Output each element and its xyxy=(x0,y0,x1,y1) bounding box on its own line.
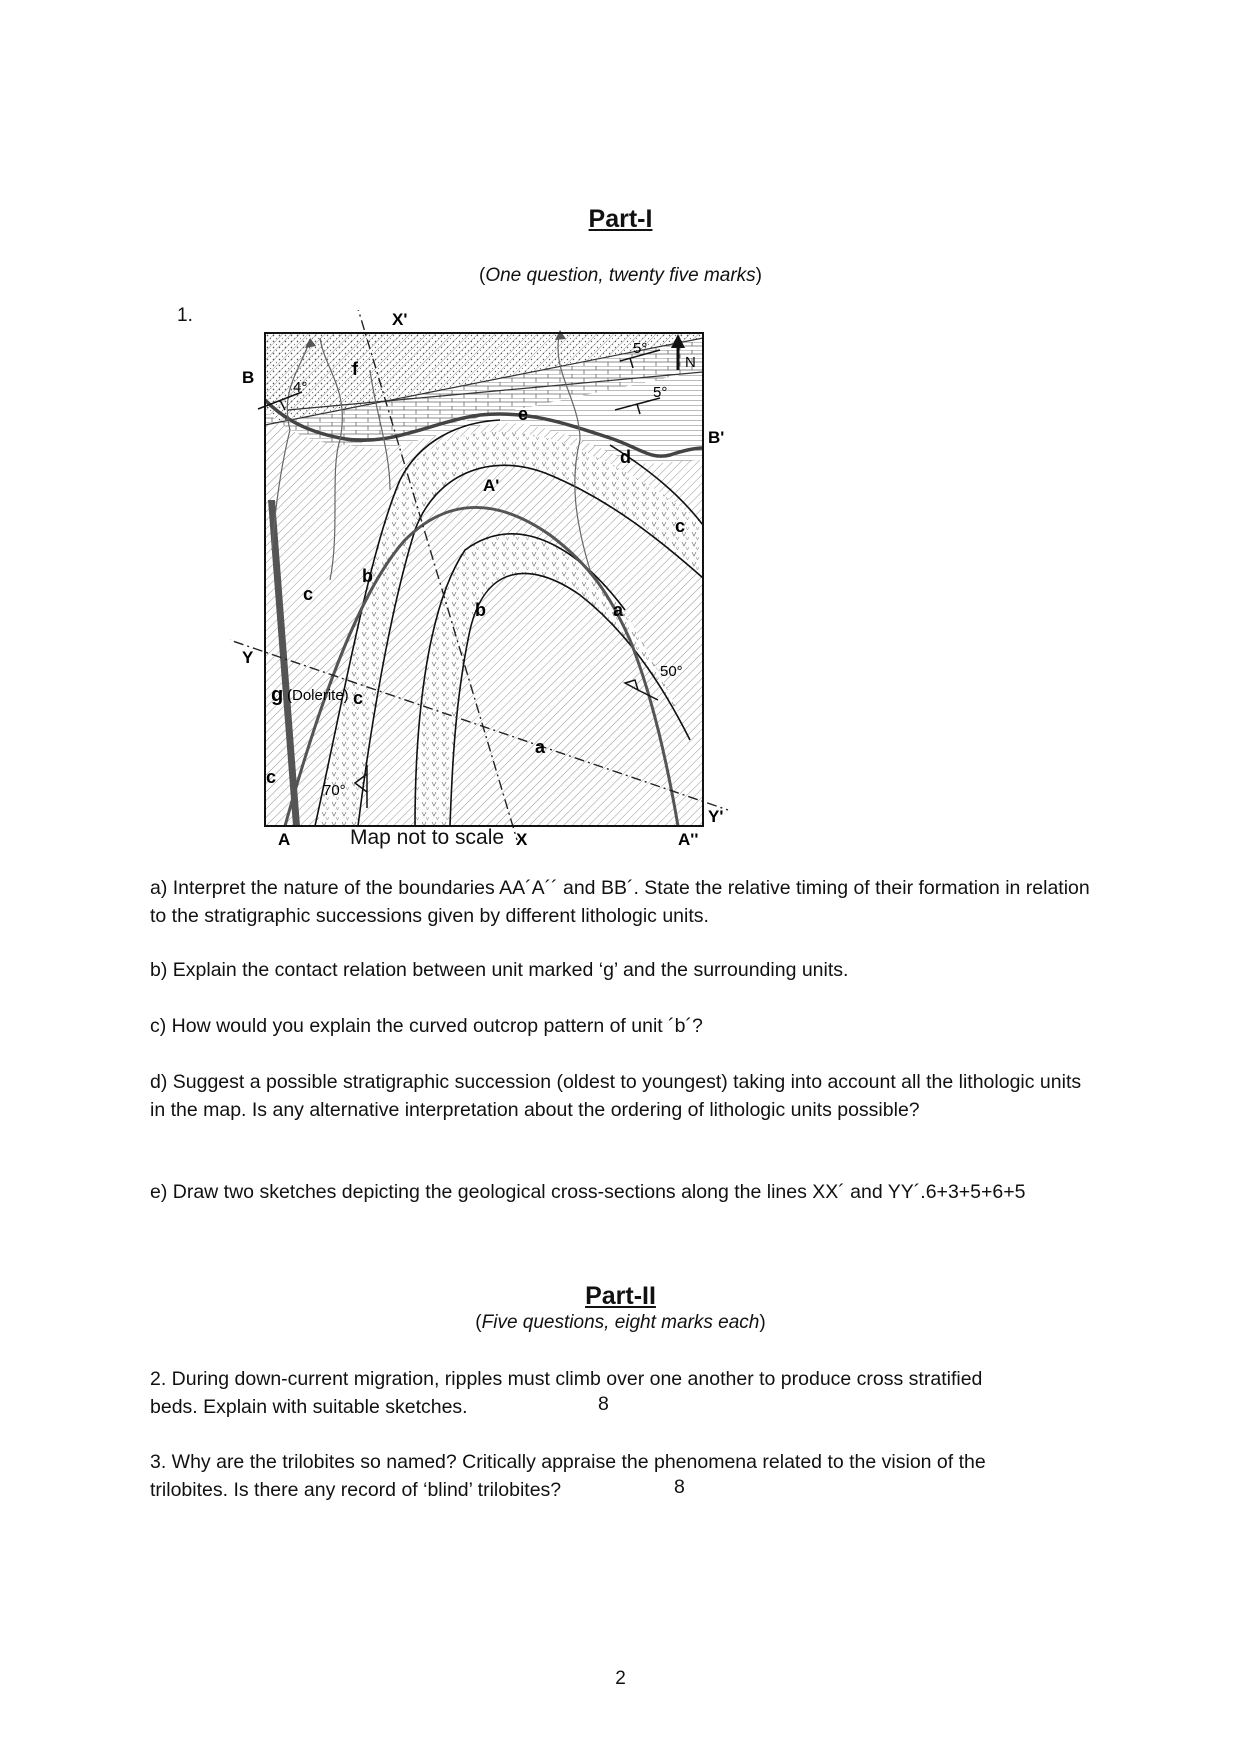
question-1a: a) Interpret the nature of the boundaries AA´A´´ and BB´. State the relative timing of their formation in relation to the stratigraphic successions given by different lithologic units. xyxy=(150,877,1090,927)
label-a-double: A'' xyxy=(678,830,699,849)
label-dip-50: 50° xyxy=(660,663,683,680)
label-dip-5b: 5° xyxy=(653,384,668,401)
question-1e: e) Draw two sketches depicting the geological cross-sections along the lines XX´ and YY´.6+3+5+6+5 xyxy=(150,1181,1026,1203)
label-unit-f: f xyxy=(352,359,358,379)
label-x-bottom: X xyxy=(516,830,528,849)
question-2-marks: 8 xyxy=(598,1393,609,1415)
label-unit-d: d xyxy=(620,447,631,467)
part2-title: Part-II xyxy=(585,1282,656,1310)
label-north: N xyxy=(685,354,696,371)
question-3-line1: 3. Why are the trilobites so named? Critically appraise the phenomena related to the vision of the xyxy=(150,1451,986,1473)
geological-map xyxy=(230,310,790,850)
label-unit-c3: c xyxy=(353,688,364,708)
map-caption: Map not to scale xyxy=(350,826,505,849)
label-unit-g: g xyxy=(271,684,284,706)
label-unit-a1: a xyxy=(613,600,624,620)
label-dip-5a: 5° xyxy=(633,340,648,357)
label-dolerite: (Dolerite) xyxy=(287,687,349,704)
question-1b: b) Explain the contact relation between unit marked ‘g’ and the surrounding units. xyxy=(150,959,849,981)
page-number: 2 xyxy=(615,1668,626,1689)
label-a-prime: A' xyxy=(483,476,500,495)
part1-subtitle: (One question, twenty five marks) xyxy=(479,265,762,286)
label-y-left: Y xyxy=(242,648,254,667)
label-b-left: B xyxy=(242,368,255,387)
label-unit-b2: b xyxy=(475,600,486,620)
label-unit-c2: c xyxy=(675,516,686,536)
label-unit-c4: c xyxy=(266,767,277,787)
question-1d: d) Suggest a possible stratigraphic succession (oldest to youngest) taking into account all the lithologic units in the map. Is any alternative interpretation about the ordering of lithologic units possible? xyxy=(150,1071,1082,1121)
part2-subtitle: (Five questions, eight marks each) xyxy=(475,1312,766,1333)
label-dip-4: 4° xyxy=(293,379,308,396)
label-dip-70: 70° xyxy=(323,782,346,799)
label-x-top: X' xyxy=(392,310,408,329)
label-unit-c1: c xyxy=(303,584,314,604)
label-a-bottom: A xyxy=(278,830,291,849)
label-y-right: Y' xyxy=(708,807,724,826)
label-unit-e: e xyxy=(518,404,529,424)
label-unit-b1: b xyxy=(362,566,373,586)
part1-title: Part-I xyxy=(588,205,653,233)
question-3-line2: trilobites. Is there any record of ‘blind’ trilobites? xyxy=(150,1479,562,1501)
question-2-line1: 2. During down-current migration, ripples must climb over one another to produce cross stratified xyxy=(150,1368,983,1390)
label-unit-a2: a xyxy=(535,737,546,757)
question-2-line2: beds. Explain with suitable sketches. xyxy=(150,1396,468,1418)
question-1-number: 1. xyxy=(177,305,193,326)
question-1c: c) How would you explain the curved outcrop pattern of unit ´b´? xyxy=(150,1015,703,1037)
label-b-right: B' xyxy=(708,428,725,447)
question-3-marks: 8 xyxy=(674,1476,685,1498)
